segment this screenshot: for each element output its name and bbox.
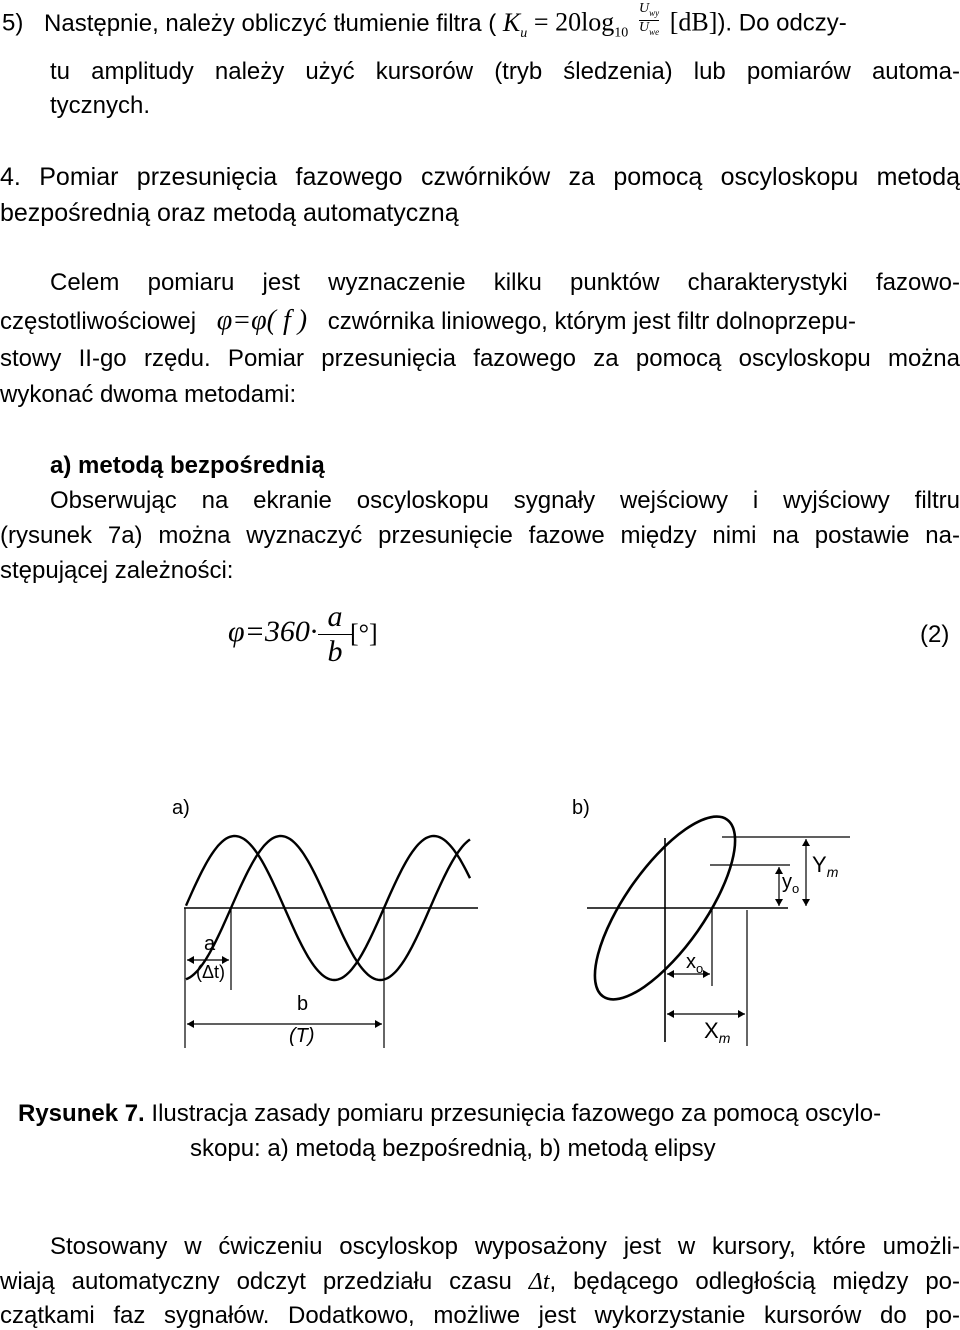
method-a-line-2: (rysunek 7a) można wyznaczyć przesunięcie fazowe między nimi na postawie na- bbox=[0, 522, 960, 549]
method-a-line-1: Obserwując na ekranie oscyloskopu sygnały wejściowy i wyjściowy filtru bbox=[50, 487, 960, 514]
phi-formula: φ=φ( f ) bbox=[216, 305, 308, 336]
label-xo: $x_o$ bbox=[686, 951, 704, 976]
item-5-line-2: tu amplitudy należy użyć kursorów (tryb śledzenia) lub pomiarów automa- bbox=[50, 58, 960, 85]
label-Ym: $Y_m$ bbox=[812, 852, 839, 880]
para1-line-2: częstotliwościowej φ=φ( f ) czwórnika liniowego, którym jest filtr dolnoprzepu- bbox=[0, 305, 856, 336]
label-b: b bbox=[297, 993, 309, 1015]
item-5-line-3: tycznych. bbox=[50, 92, 151, 119]
panel-a-label: a) bbox=[172, 797, 190, 819]
item-5-line-1: 5) Następnie, należy obliczyć tłumienie filtra ( $K_u = 20\log_{10}$ $\frac{U_{wy}}{U_{we}}$ [dB]). Do odczy- bbox=[2, 1, 847, 41]
para-last-line-1: Stosowany w ćwiczeniu oscyloskop wyposażony jest w kursory, które umożli- bbox=[50, 1233, 960, 1260]
method-a-line-3: stępującej zależności: bbox=[0, 557, 234, 584]
para1-line-4: wykonać dwoma metodami: bbox=[0, 381, 297, 408]
label-Xm: $X_m$ bbox=[704, 1018, 731, 1046]
section-4-heading-2: bezpośrednią oraz metodą automatyczną bbox=[0, 199, 459, 227]
figure-7 bbox=[0, 790, 960, 1090]
fraction-a-b: $\frac{a}{b}$ bbox=[318, 600, 352, 669]
fraction-uwy-uwe: $\frac{U_{wy}}{U_{we}}$ bbox=[638, 1, 660, 37]
label-a: a bbox=[204, 933, 216, 955]
formula-K: $K_u$ bbox=[502, 7, 528, 41]
item-number: 5) bbox=[2, 9, 24, 37]
para-last-line-3: czątkami faz sygnałów. Dodatkowo, możliwe jest wykorzystanie kursorów do po- bbox=[0, 1302, 960, 1329]
figure-caption-line-1: Rysunek 7. Ilustracja zasady pomiaru przesunięcia fazowego za pomocą oscylo- bbox=[18, 1100, 882, 1127]
para1-line-1: Celem pomiaru jest wyznaczenie kilku punktów charakterystyki fazowo- bbox=[50, 269, 960, 296]
equation-number: (2) bbox=[920, 621, 950, 648]
para-last-line-2: wiają automatyczny odczyt przedziału czasu Δt, będącego odległością między po- bbox=[0, 1268, 960, 1295]
para1-line-3: stowy II-go rzędu. Pomiar przesunięcia fazowego za pomocą oscyloskopu można bbox=[0, 345, 960, 372]
figure-caption-line-2: skopu: a) metodą bezpośrednią, b) metodą elipsy bbox=[190, 1135, 716, 1162]
label-delta-t: (Δt) bbox=[196, 962, 226, 982]
delta-t: Δt bbox=[528, 1269, 550, 1295]
section-4-heading-1: 4. Pomiar przesunięcia fazowego czwórników za pomocą oscyloskopu metodą bbox=[0, 163, 960, 191]
panel-b-label: b) bbox=[572, 797, 590, 819]
method-a-heading: a) metodą bezpośrednią bbox=[50, 452, 325, 479]
label-yo: $y_o$ bbox=[782, 871, 800, 896]
label-T: (T) bbox=[289, 1025, 315, 1047]
